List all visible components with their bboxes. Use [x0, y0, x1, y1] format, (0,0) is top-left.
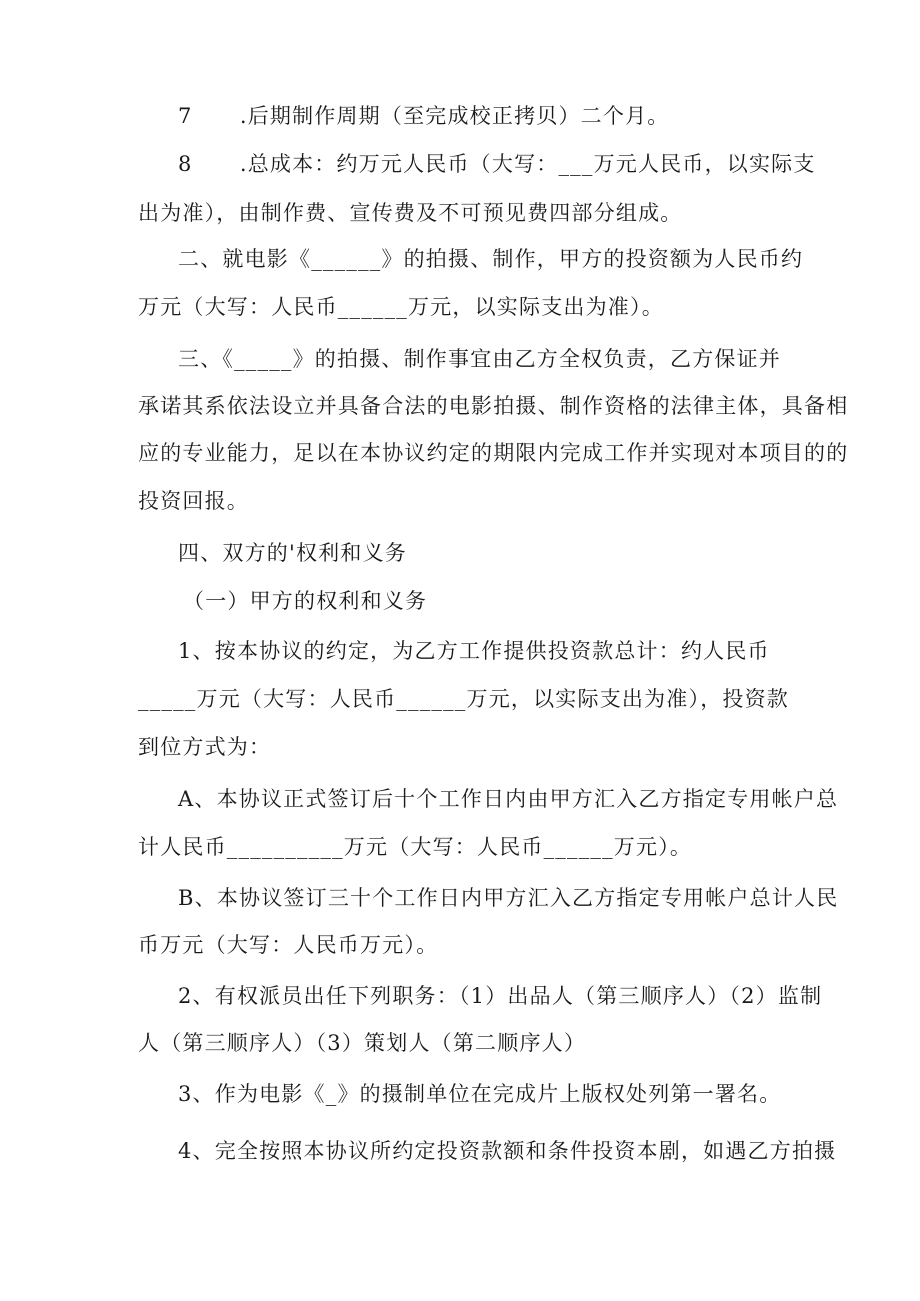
text-line-15: A、本协议正式签订后十个工作日内由甲方汇入乙方指定专用帐户总	[178, 787, 839, 811]
text-line-14: 到位方式为：	[138, 735, 272, 759]
text-line-21: 3、作为电影《_》的摄制单位在完成片上版权处列第一署名。	[178, 1082, 782, 1106]
text-line-5: 万元（大写：人民币______万元，以实际支出为准）。	[138, 295, 664, 319]
text-line-7: 承诺其系依法设立并具备合法的电影拍摄、制作资格的法律主体，具备相	[138, 394, 849, 418]
text-line-12: 1、按本协议的约定，为乙方工作提供投资款总计：约人民币	[178, 639, 770, 663]
text-line-20: 人（第三顺序人）（3）策划人（第二顺序人）	[138, 1031, 587, 1055]
text-line-4: 二、就电影《______》的拍摄、制作，甲方的投资额为人民币约	[178, 247, 804, 271]
text-line-3: 出为准），由制作费、宣传费及不可预见费四部分组成。	[138, 201, 683, 225]
text-line-9: 投资回报。	[138, 489, 249, 513]
text-line-19: 2、有权派员出任下列职务：（1）出品人（第三顺序人）（2）监制	[178, 984, 823, 1008]
text-line-2: 8 .总成本：约万元人民币（大写：___万元人民币，以实际支	[178, 152, 816, 176]
section-heading-rights: 四、双方的'权利和义务	[178, 541, 407, 565]
text-line-22: 4、完全按照本协议所约定投资款额和条件投资本剧，如遇乙方拍摄	[178, 1139, 837, 1163]
text-line-17: B、本协议签订三十个工作日内甲方汇入乙方指定专用帐户总计人民	[178, 886, 839, 910]
text-line-13: _____万元（大写：人民币______万元，以实际支出为准），投资款	[138, 687, 789, 711]
text-line-8: 应的专业能力，足以在本协议约定的期限内完成工作并实现对本项目的的	[138, 441, 849, 465]
text-line-6: 三、《_____》的拍摄、制作事宜由乙方全权负责，乙方保证并	[178, 347, 781, 371]
text-line-16: 计人民币__________万元（大写：人民币______万元）。	[138, 835, 693, 859]
text-line-1: 7 .后期制作周期（至完成校正拷贝）二个月。	[178, 104, 670, 128]
subsection-heading-party-a: （一）甲方的权利和义务	[183, 589, 428, 613]
text-line-18: 币万元（大写：人民币万元）。	[138, 933, 439, 957]
